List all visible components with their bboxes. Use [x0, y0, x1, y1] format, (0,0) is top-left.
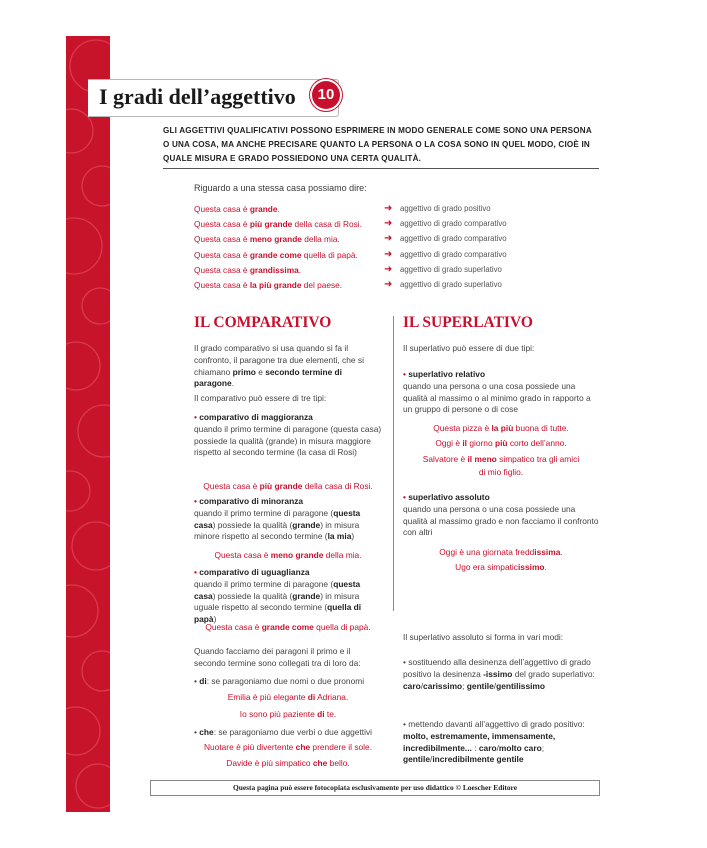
connector-che: • che: se paragoniamo due verbi o due aggettivi: [194, 727, 373, 737]
example-description: aggettivo di grado comparativo: [400, 234, 507, 243]
assoluto-example-2: Ugo era simpaticissimo.: [455, 562, 547, 572]
intro-text: GLI AGGETTIVI QUALIFICATIVI POSSONO ESPRIMERE IN MODO GENERALE COME SONO UNA PERSONA O UNA COSA, MA ANCHE PRECISARE QUANTO LA PERSONA O LA COSA SONO IN QUEL MODO, CIOÈ IN QUALE MISURA E GRADO POSSIEDONO UNA CERTA QUALITÀ.: [163, 126, 592, 163]
assoluto-title: • superlativo assoluto: [403, 492, 490, 502]
relativo-example-3: Salvatore è il meno simpatico tra gli amici: [422, 454, 580, 464]
decorative-side-strip: [66, 36, 110, 812]
che-example-2: Davide è più simpatico che bello.: [226, 758, 350, 768]
di-example-1: Emilia è più elegante di Adriana.: [227, 692, 349, 702]
decorative-circles: [66, 36, 110, 812]
relativo-block: [403, 369, 599, 416]
connectors-lead: Quando facciamo dei paragoni il primo e il secondo termine sono collegati tra di loro da:: [194, 646, 361, 668]
arrow-right-icon: ➜: [384, 218, 393, 229]
connector-di: • di: se paragoniamo due nomi o due pronomi: [194, 676, 365, 686]
minoranza-block: [194, 496, 382, 543]
maggioranza-example: Questa casa è più grande della casa di Rosi.: [203, 481, 373, 491]
uguaglianza-block: [194, 567, 382, 626]
relativo-example-3-cont: di mio figlio.: [478, 467, 524, 477]
uguaglianza-text: quando il primo termine di paragone (questa casa) possiede la qualità (grande) in misura uguale rispetto al secondo termine (quella di papà): [194, 578, 362, 625]
relativo-text: quando una persona o una cosa possiede una qualità al massimo o al minimo grado in rapporto a un gruppo di persone o di cose: [403, 380, 591, 415]
maggioranza-block: [194, 412, 382, 459]
copyright-footer: Questa pagina può essere fotocopiata esclusivamente per uso didattico © Loescher Editore: [150, 780, 600, 796]
maggioranza-text: quando il primo termine di paragone (questa casa) possiede la qualità (grande) in misura maggiore rispetto al secondo termine (la casa di Rosi): [194, 423, 382, 458]
superlativo-form-2: • mettendo davanti all’aggettivo di grado positivo: molto, estremamente, immensamente, incredibilmente... : caro/molto caro; gentile/incredibilmente gentile: [403, 719, 585, 765]
arrow-right-icon: ➜: [384, 264, 393, 275]
superlativo-forms-lead: Il superlativo assoluto si forma in vari modi:: [403, 632, 564, 642]
superlativo-form-1: • sostituendo alla desinenza dell’aggettivo di grado positivo la desinenza -issimo del grado superlativo: caro/carissimo; gentile/gentilissimo: [403, 657, 595, 691]
intro-divider: [163, 168, 599, 169]
example-description: aggettivo di grado comparativo: [400, 250, 507, 259]
arrow-right-icon: ➜: [384, 203, 393, 214]
section-title-superlativo: IL SUPERLATIVO: [403, 314, 533, 331]
relativo-example-1: Questa pizza è la più buona di tutte.: [433, 423, 569, 433]
arrow-right-icon: ➜: [384, 279, 393, 290]
example-description: aggettivo di grado comparativo: [400, 219, 507, 228]
section-title-comparativo: IL COMPARATIVO: [194, 314, 332, 331]
minoranza-example: Questa casa è meno grande della mia.: [214, 550, 362, 560]
di-example-2: Io sono più paziente di te.: [239, 709, 337, 719]
uguaglianza-title: • comparativo di uguaglianza: [194, 567, 310, 577]
column-divider: [393, 316, 394, 611]
arrow-right-icon: ➜: [384, 249, 393, 260]
example-sentence: Questa casa è grandissima.: [194, 265, 302, 275]
comparativo-intro: Il grado comparativo si usa quando si fa il confronto, il paragone tra due elementi, che si chiamano primo e secondo termine di paragone.: [194, 343, 364, 389]
superlativo-intro: Il superlativo può essere di due tipi:: [403, 343, 535, 353]
chapter-number-badge: 10: [312, 81, 340, 109]
che-example-1: Nuotare è più divertente che prendere il sole.: [203, 742, 373, 752]
example-description: aggettivo di grado superlativo: [400, 265, 502, 274]
minoranza-title: • comparativo di minoranza: [194, 496, 304, 506]
comparativo-types-lead: Il comparativo può essere di tre tipi:: [194, 393, 327, 403]
assoluto-example-1: Oggi è una giornata freddissima.: [439, 547, 563, 557]
relativo-title: • superlativo relativo: [403, 369, 486, 379]
example-sentence: Questa casa è grande.: [194, 204, 280, 214]
maggioranza-title: • comparativo di maggioranza: [194, 412, 313, 422]
page-title: I gradi dell’aggettivo: [99, 84, 296, 109]
example-sentence: Questa casa è meno grande della mia.: [194, 234, 340, 244]
example-sentence: Questa casa è la più grande del paese.: [194, 280, 343, 290]
example-description: aggettivo di grado superlativo: [400, 280, 502, 289]
uguaglianza-example: Questa casa è grande come quella di papà.: [205, 622, 371, 632]
example-sentence: Questa casa è più grande della casa di Rosi.: [194, 219, 362, 229]
minoranza-text: quando il primo termine di paragone (questa casa) possiede la qualità (grande) in misura minore rispetto al secondo termine (la mia): [194, 507, 361, 542]
examples-lead: Riguardo a una stessa casa possiamo dire:: [194, 183, 367, 193]
assoluto-block: [403, 492, 599, 539]
example-description: aggettivo di grado positivo: [400, 204, 491, 213]
assoluto-text: quando una persona o una cosa possiede una qualità al massimo grado e non facciamo il confronto con altri: [403, 503, 599, 538]
example-sentence: Questa casa è grande come quella di papà.: [194, 250, 358, 260]
arrow-right-icon: ➜: [384, 233, 393, 244]
relativo-example-2: Oggi è il giorno più corto dell’anno.: [435, 438, 567, 448]
